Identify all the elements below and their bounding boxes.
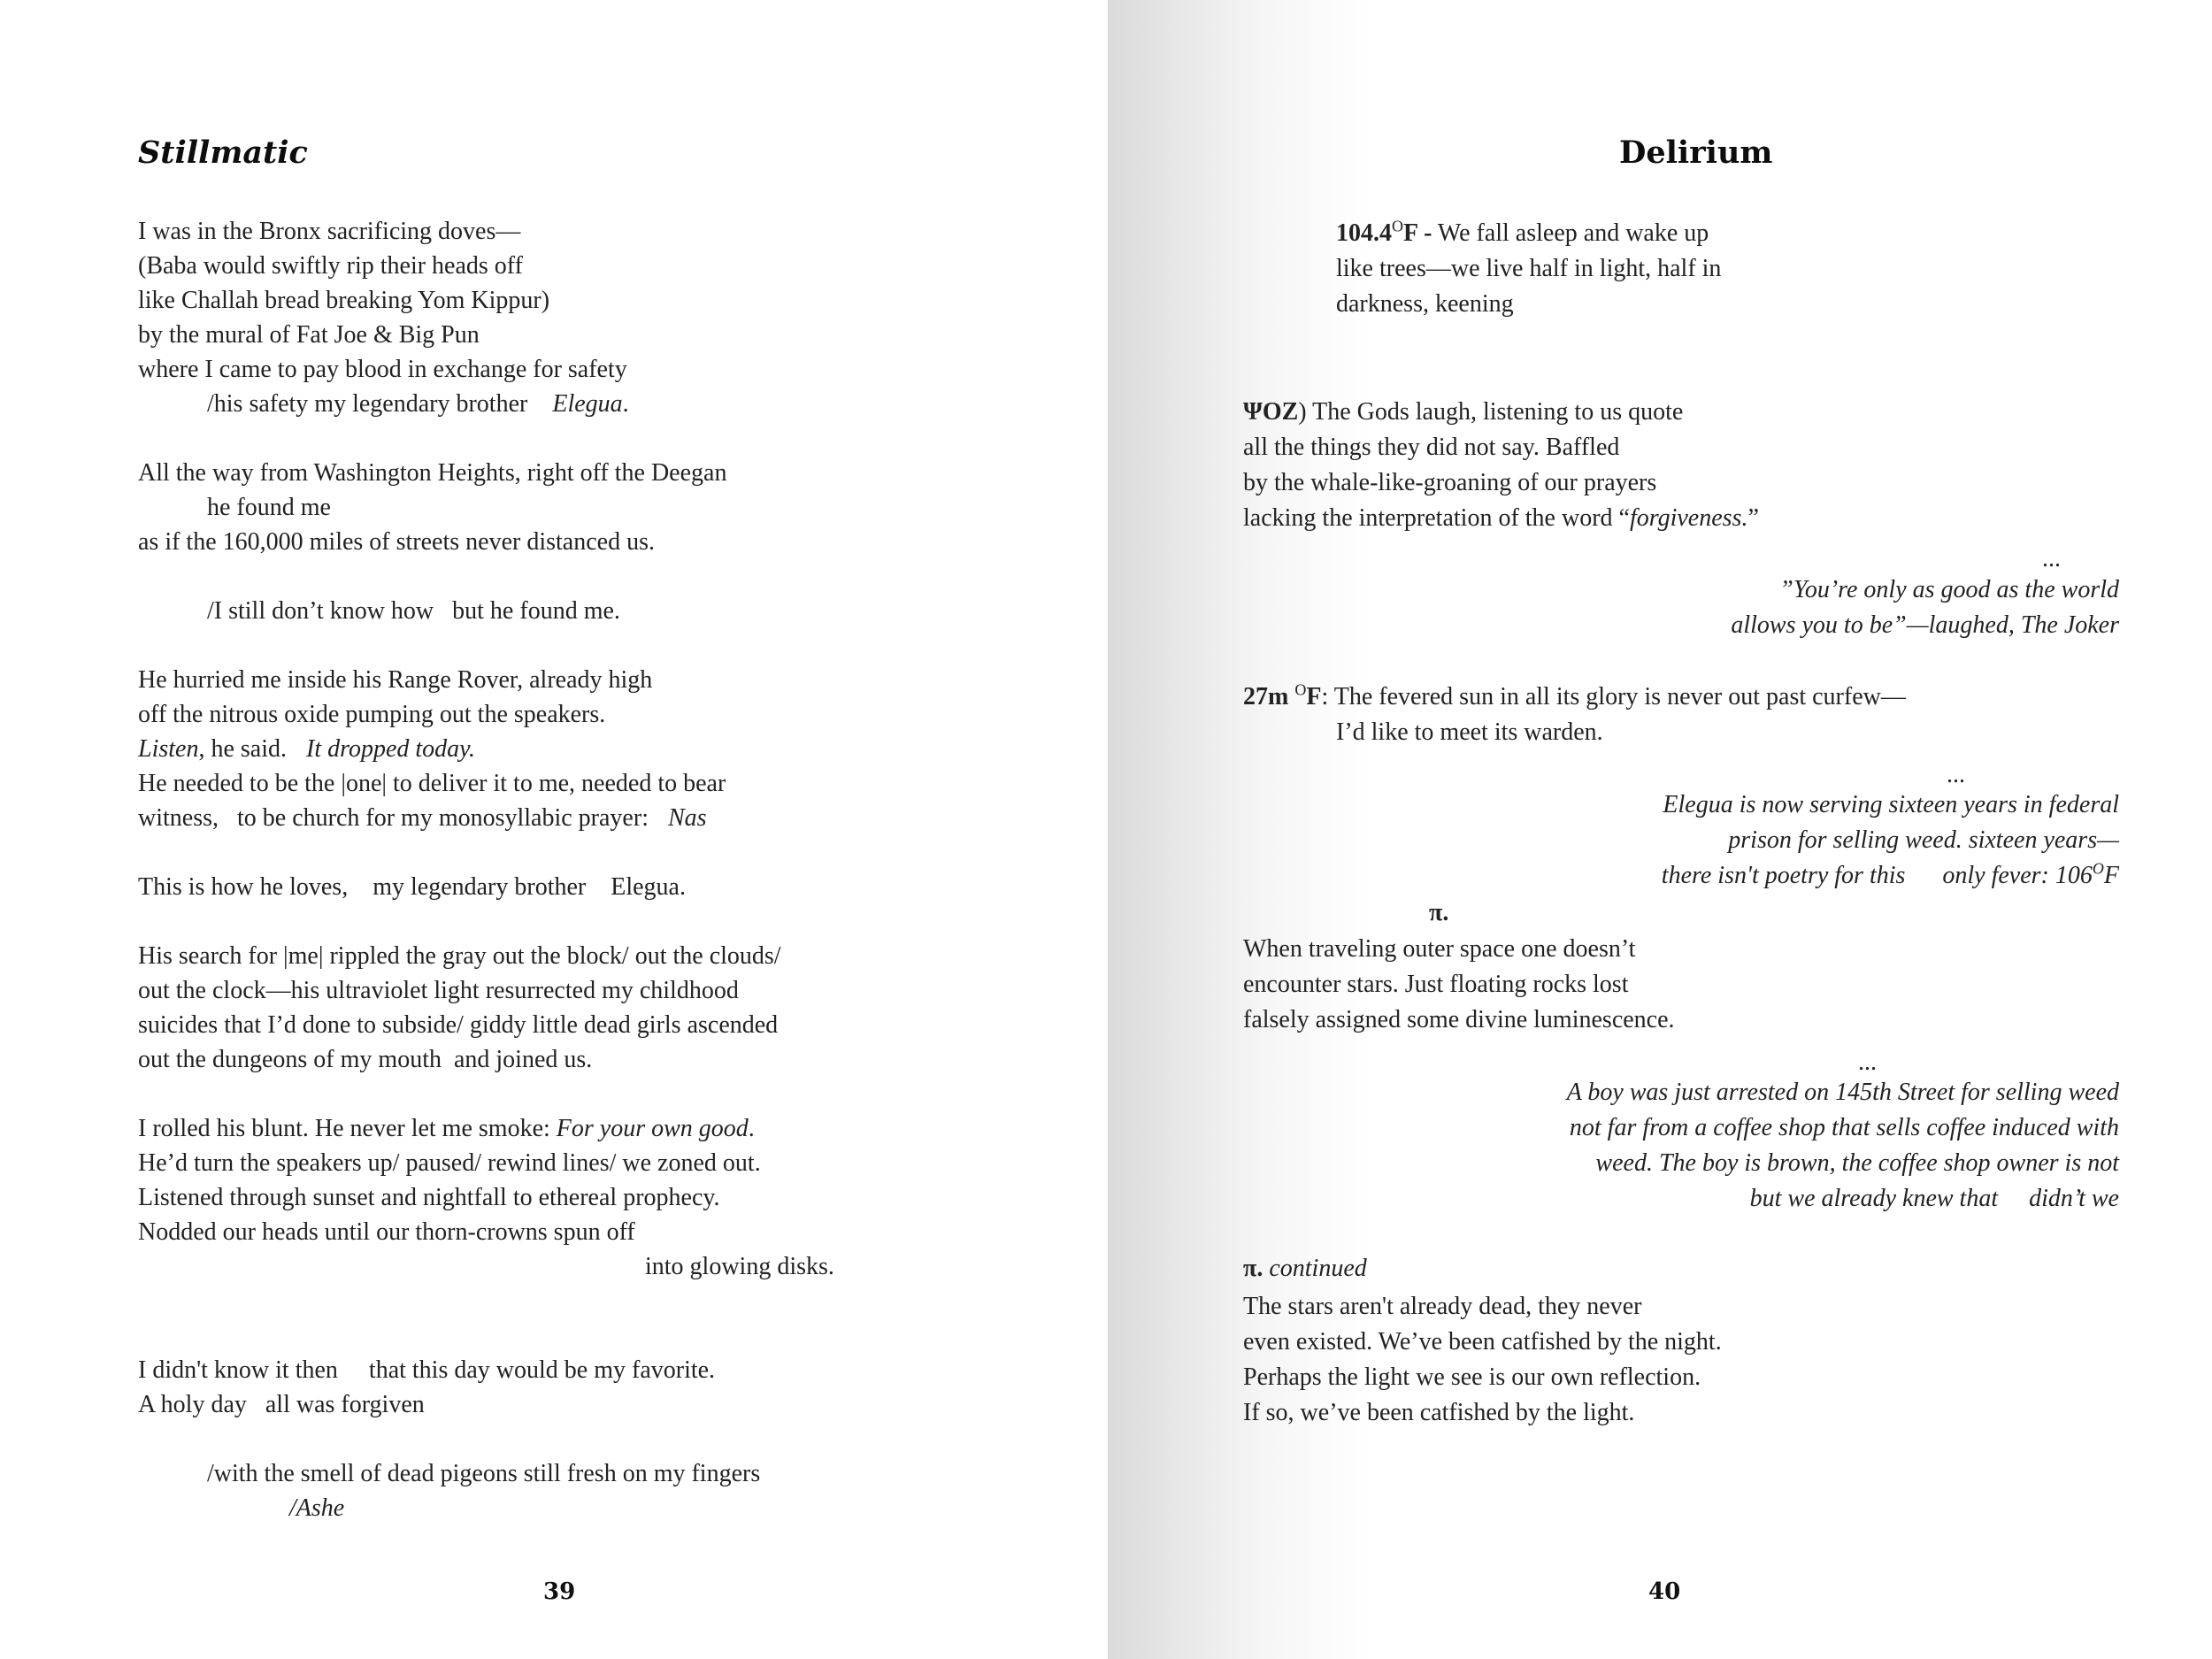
poem-line-text: : The fevered sun in all its glory is never out past curfew—: [1321, 683, 1906, 710]
continued-word: continued: [1263, 1255, 1367, 1282]
poem-name-nas: Nas: [667, 804, 707, 832]
poem-line: [138, 732, 475, 767]
psi-oz-label: ΨOZ: [1243, 398, 1299, 426]
elegua-note-line: Elegua is now serving sixteen years in federal: [1663, 791, 2119, 818]
poem-line: out the dungeons of my mouth and joined us.: [138, 1046, 593, 1073]
poem-line: [207, 387, 629, 422]
elegua-note-line: prison for selling weed. sixteen years—: [1728, 826, 2119, 854]
boy-note-line: but we already knew that didn’t we: [1749, 1185, 2119, 1212]
temperature-unit: F: [2103, 862, 2119, 889]
pi-label: π.: [1429, 899, 1449, 926]
poem-line: If so, we’ve been catfished by the light.: [1243, 1399, 1635, 1426]
poem-line: into glowing disks.: [645, 1253, 834, 1280]
ellipsis-separator: ...: [2042, 545, 2061, 572]
poem-quote: It dropped today.: [306, 735, 476, 763]
poem-line: He’d turn the speakers up/ paused/ rewind lines/ we zoned out.: [138, 1149, 761, 1177]
temperature-label-unit: F -: [1403, 219, 1432, 247]
poem-quote: For your own good: [556, 1115, 749, 1142]
poem-line: even existed. We’ve been catfished by the night.: [1243, 1328, 1722, 1356]
poem-period: .: [622, 390, 629, 418]
degree-mark: O: [2092, 859, 2104, 878]
poem-line: [138, 801, 707, 836]
poem-line: This is how he loves, my legendary brother Elegua.: [138, 873, 686, 901]
poem-line: He needed to be the |one| to deliver it to me, needed to bear: [138, 770, 726, 797]
poem-line: The stars aren't already dead, they never: [1243, 1293, 1642, 1320]
poem-line: all the things they did not say. Baffled: [1243, 434, 1620, 461]
pi-continued-label: [1243, 1251, 1367, 1286]
boy-note-line: A boy was just arrested on 145th Street for selling weed: [1566, 1079, 2119, 1106]
poem-line-text: , he said.: [198, 735, 287, 763]
poem-line: Nodded our heads until our thorn-crowns spun off: [138, 1218, 635, 1246]
page-number-right: 40: [1648, 1578, 1681, 1605]
ellipsis-separator: ...: [1947, 761, 1965, 788]
degree-mark: O: [1294, 680, 1307, 699]
poem-line: His search for |me| rippled the gray out the block/ out the clouds/: [138, 942, 781, 970]
poem-word-forgiveness: forgiveness.: [1629, 504, 1748, 532]
poem-line: suicides that I’d done to subside/ giddy little dead girls ascended: [138, 1011, 779, 1039]
poem-line: Listened through sunset and nightfall to ethereal prophecy.: [138, 1184, 720, 1211]
poem-line-text: witness, to be church for my monosyllabic prayer:: [138, 804, 649, 832]
joker-quote-line: ”You’re only as good as the world: [1779, 576, 2119, 603]
poem-line: I didn't know it then that this day would be my favorite.: [138, 1356, 716, 1384]
degree-mark: O: [1392, 217, 1403, 235]
temperature-label: 104.4: [1336, 219, 1392, 247]
poem-line: (Baba would swiftly rip their heads off: [138, 252, 523, 280]
poem-line: [1243, 501, 1759, 536]
poem-line: falsely assigned some divine luminescence.: [1243, 1006, 1675, 1033]
poem-line-text: We fall asleep and wake up: [1432, 219, 1709, 247]
poem-line-text: ) The Gods laugh, listening to us quote: [1298, 398, 1684, 426]
poem-line-text: I rolled his blunt. He never let me smoke:: [138, 1115, 557, 1142]
poem-line: I rolled his blunt. He never let me smoke: For your own good.: [138, 1115, 755, 1142]
time-temperature-label: 27m: [1243, 683, 1295, 710]
poem-line: /with the smell of dead pigeons still fresh on my fingers: [207, 1460, 761, 1487]
poem-line: He hurried me inside his Range Rover, already high: [138, 666, 653, 694]
joker-quote-line: allows you to be”—laughed, The Joker: [1731, 611, 2119, 639]
poem-line: [1243, 395, 1683, 430]
boy-note-line: not far from a coffee shop that sells coffee induced with: [1569, 1114, 2119, 1141]
poem-line: darkness, keening: [1336, 290, 1514, 318]
poem-line: out the clock—his ultraviolet light resurrected my childhood: [138, 977, 739, 1004]
poem-line: [1243, 680, 1906, 715]
poem-line-ashe: /Ashe: [289, 1494, 345, 1522]
poem-line: he found me: [207, 494, 331, 521]
poem-title-stillmatic: Stillmatic: [138, 134, 308, 171]
poem-line: I was in the Bronx sacrificing doves—: [138, 218, 521, 245]
boy-note-line: weed. The boy is brown, the coffee shop owner is not: [1595, 1149, 2119, 1177]
elegua-note-line: [1504, 858, 2119, 894]
poem-name-elegua: Elegua: [552, 390, 623, 418]
poem-line: by the mural of Fat Joe & Big Pun: [138, 321, 480, 349]
poem-line: Perhaps the light we see is our own reflection.: [1243, 1363, 1701, 1391]
poem-line: as if the 160,000 miles of streets never distanced us.: [138, 528, 655, 556]
poem-line-text: /his safety my legendary brother: [207, 390, 528, 418]
poem-line: off the nitrous oxide pumping out the speakers.: [138, 701, 606, 728]
poem-line: A holy day all was forgiven: [138, 1391, 425, 1418]
poem-line: by the whale-like-groaning of our prayers: [1243, 469, 1657, 496]
poem-line-text: there isn't poetry for this only fever: 106: [1661, 862, 2093, 889]
pi-label: π.: [1243, 1255, 1263, 1282]
poem-line: All the way from Washington Heights, right off the Deegan: [138, 459, 727, 487]
poem-line: [1336, 216, 1709, 251]
temperature-label-unit: F: [1306, 683, 1322, 710]
poem-title-delirium: Delirium: [1619, 134, 1773, 171]
poem-word-listen: Listen: [138, 735, 199, 763]
poem-line-text: lacking the interpretation of the word “: [1243, 504, 1630, 532]
closing-quote: ”: [1747, 504, 1759, 532]
poem-line: encounter stars. Just floating rocks lost: [1243, 971, 1629, 998]
poem-line: When traveling outer space one doesn’t: [1243, 935, 1636, 963]
poem-line: where I came to pay blood in exchange for safety: [138, 356, 627, 383]
poem-line: like trees—we live half in light, half in: [1336, 255, 1722, 282]
poem-line: like Challah bread breaking Yom Kippur): [138, 287, 550, 314]
poem-line: /I still don’t know how but he found me.: [207, 597, 620, 625]
ellipsis-separator: ...: [1858, 1048, 1877, 1076]
poem-line: I’d like to meet its warden.: [1336, 718, 1603, 746]
page-number-left: 39: [543, 1578, 576, 1605]
